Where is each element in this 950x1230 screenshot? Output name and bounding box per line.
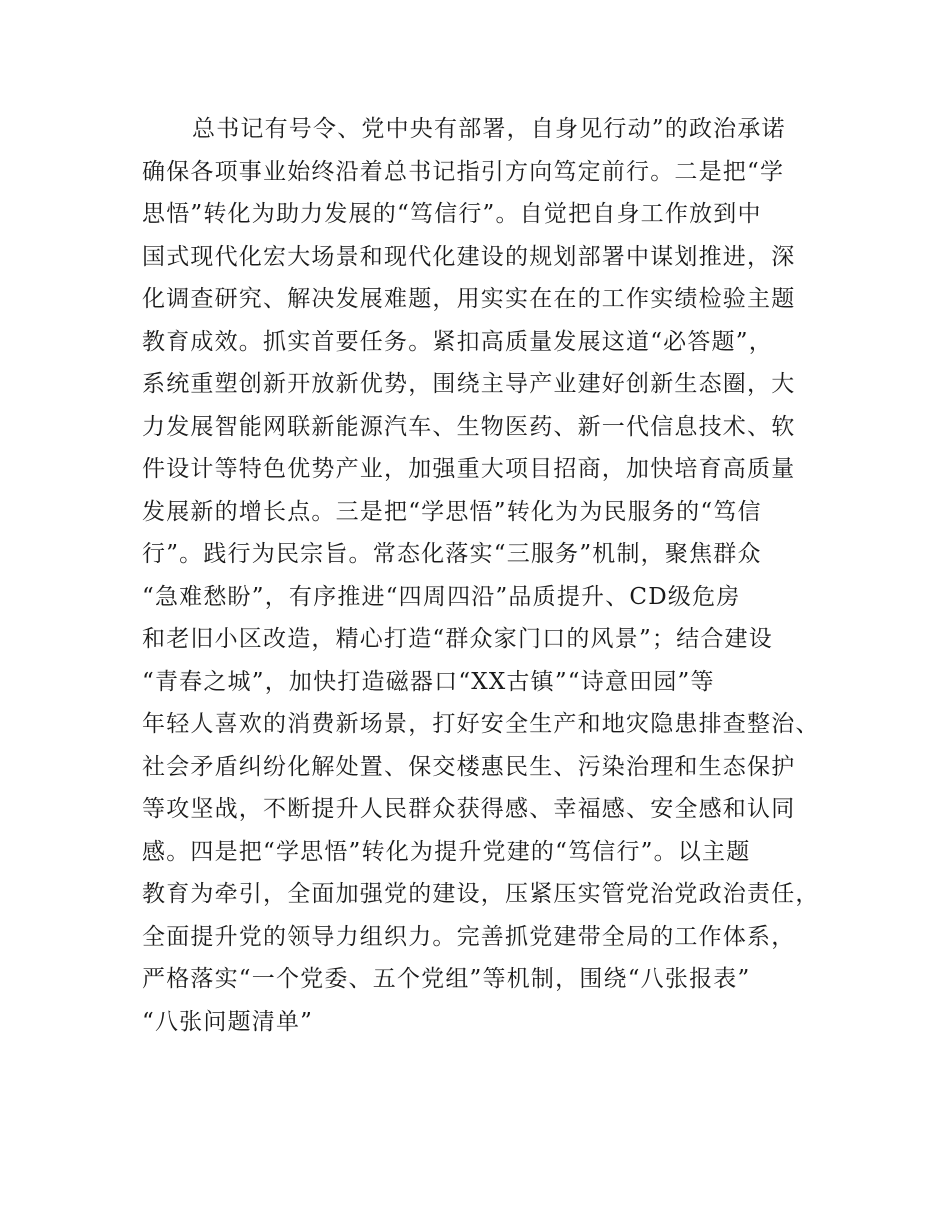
text-line: 教育成效。抓实首要任务。紧扣高质量发展这道“必答题”， bbox=[142, 328, 773, 355]
text-line: 力发展智能网联新能源汽车、生物医药、新一代信息技术、软 bbox=[142, 413, 796, 440]
text-line: 发展新的增长点。三是把“学思悟”转化为为民服务的“笃信 bbox=[142, 498, 762, 525]
text-line: 和老旧小区改造，精心打造“群众家门口的风景”；结合建设 bbox=[142, 626, 773, 652]
text-line: 等攻坚战，不断提升人民群众获得感、幸福感、安全感和认同 bbox=[142, 796, 796, 822]
text-line: 确保各项事业始终沿着总书记指引方向笃定前行。二是把“学 bbox=[142, 158, 785, 185]
text-line: 感。四是把“学思悟”转化为提升党建的“笃信行”。以主题 bbox=[142, 838, 751, 865]
body-paragraph bbox=[142, 108, 832, 1043]
text-line: 严格落实“一个党委、五个党组”等机制，围绕“八张报表” bbox=[142, 966, 751, 992]
text-line: 行”。践行为民宗旨。常态化落实“三服务”机制，聚焦群众 bbox=[142, 541, 762, 567]
text-line: 思悟”转化为助力发展的“笃信行”。自觉把自身工作放到中 bbox=[142, 201, 762, 227]
text-line: 国式现代化宏大场景和现代化建设的规划部署中谋划推进，深 bbox=[142, 243, 796, 270]
text-line: 化调查研究、解决发展难题，用实实在在的工作实绩检验主题 bbox=[142, 286, 796, 312]
text-line: 件设计等特色优势产业，加强重大项目招商，加快培育高质量 bbox=[142, 456, 796, 482]
text-line: 年轻人喜欢的消费新场景，打好安全生产和地灾隐患排查整治、 bbox=[142, 711, 820, 737]
text-line: 教育为牵引，全面加强党的建设，压紧压实管党治党政治责任， bbox=[142, 881, 820, 907]
text-line: 社会矛盾纠纷化解处置、保交楼惠民生、污染治理和生态保护 bbox=[142, 753, 796, 780]
text-line: “青春之城”，加快打造磁器口“XX古镇”“诗意田园”等 bbox=[142, 668, 715, 695]
text-line: “急难愁盼”，有序推进“四周四沿”品质提升、CD级危房 bbox=[142, 583, 741, 610]
text-line: 全面提升党的领导力组织力。完善抓党建带全局的工作体系， bbox=[142, 923, 796, 950]
text-line: 总书记有号令、党中央有部署，自身见行动”的政治承诺 bbox=[192, 116, 786, 142]
text-line: “八张问题清单” bbox=[142, 1008, 314, 1035]
text-line: 系统重塑创新开放新优势，围绕主导产业建好创新生态圈，大 bbox=[142, 371, 796, 397]
